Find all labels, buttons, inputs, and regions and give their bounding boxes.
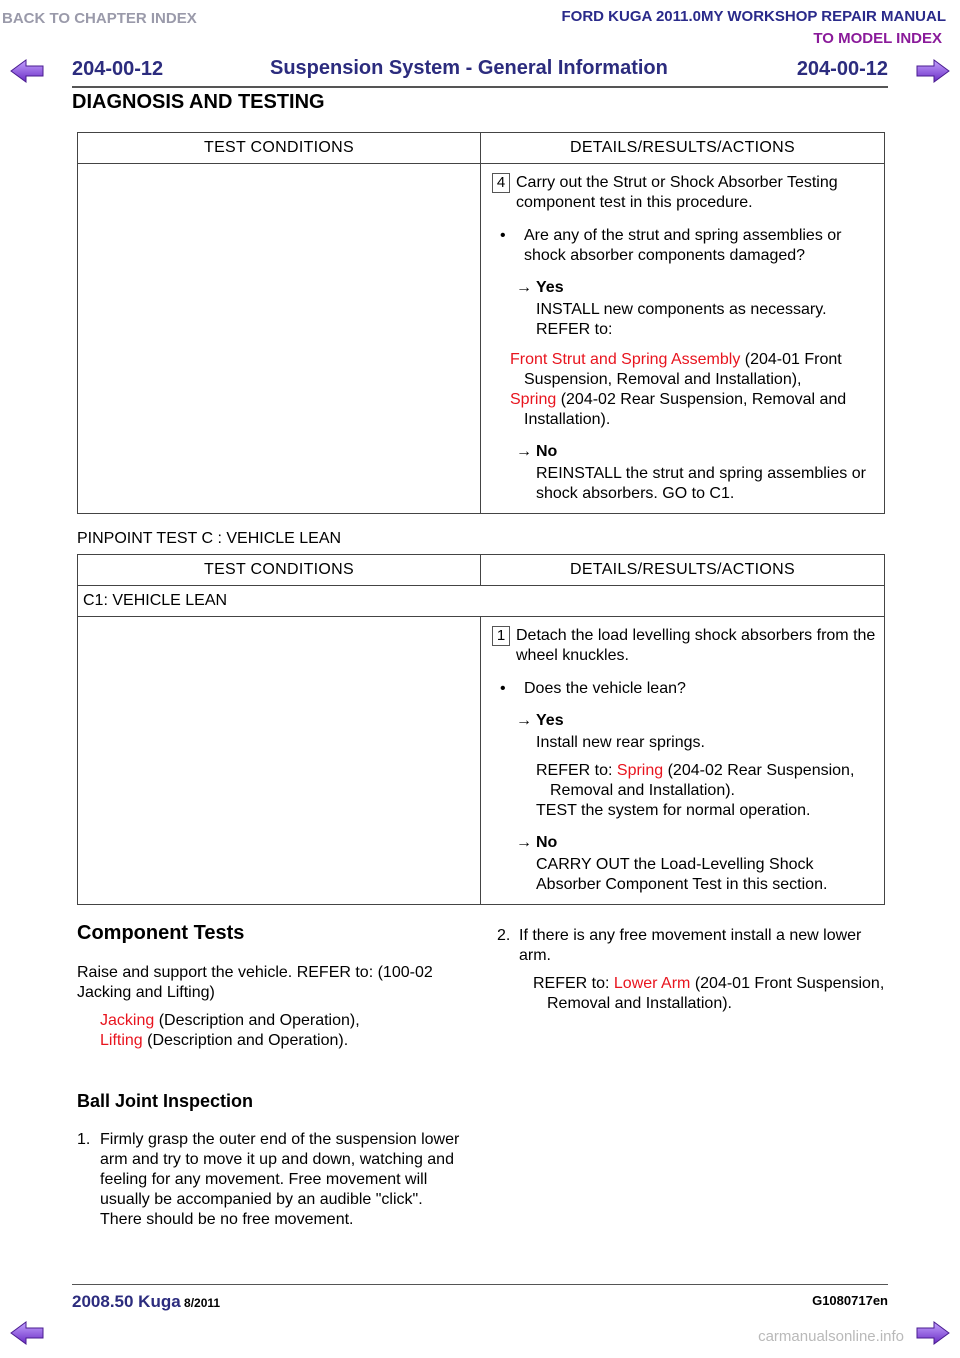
- component-tests-heading: Component Tests: [77, 922, 245, 944]
- refer-to: REFER to:: [536, 321, 613, 338]
- ball-joint-inspection-heading: Ball Joint Inspection: [77, 1091, 254, 1111]
- no-text: REINSTALL the strut and spring assemblies or shock absorbers. GO to C1.: [536, 465, 866, 502]
- yes-text: INSTALL new components as necessary.: [536, 301, 827, 318]
- lower-arm-reference: [533, 974, 887, 1014]
- answer-no: [516, 442, 877, 504]
- details-cell: [481, 617, 885, 905]
- arrow-right-icon: →: [516, 443, 532, 460]
- link-lifting[interactable]: Lifting: [100, 1032, 143, 1049]
- refer-prefix: REFER to:: [533, 975, 614, 992]
- component-tests-right-column: [497, 926, 887, 1014]
- watermark: carmanualsonline.info: [758, 1328, 904, 1345]
- previous-page-arrow-icon[interactable]: [10, 58, 44, 84]
- question-bullet: [500, 226, 877, 266]
- answer-yes: [516, 711, 877, 821]
- reference-text: (204-02 Rear Suspension, Removal and Installation).: [550, 762, 855, 799]
- step-text: Carry out the Strut or Shock Absorber Testing component test in this procedure.: [516, 174, 838, 211]
- step-1: [492, 626, 877, 666]
- page-number-left: 204-00-12: [72, 58, 164, 80]
- step-1-item: [77, 1130, 469, 1230]
- link-spring[interactable]: Spring: [616, 762, 664, 779]
- link-jacking[interactable]: Jacking: [100, 1012, 155, 1029]
- link-spring[interactable]: Spring: [510, 391, 557, 408]
- next-page-arrow-icon[interactable]: [916, 58, 950, 84]
- reference-1-text: (204-01 Front Suspension, Removal and Installation),: [524, 351, 842, 388]
- arrow-right-icon: →: [516, 279, 532, 296]
- step-2-number: 2.: [497, 927, 511, 944]
- header-rule: [72, 86, 888, 88]
- to-model-index-link[interactable]: TO MODEL INDEX: [813, 30, 942, 47]
- arrow-right-icon: →: [516, 834, 532, 851]
- next-page-arrow-icon[interactable]: [916, 1320, 950, 1346]
- step-text: Detach the load levelling shock absorbers from the wheel knuckles.: [516, 627, 876, 664]
- yes-text: Install new rear springs.: [536, 734, 705, 751]
- lifting-reference: [100, 1031, 469, 1051]
- back-to-chapter-index-link[interactable]: BACK TO CHAPTER INDEX: [2, 10, 197, 27]
- reference-2: [510, 390, 877, 430]
- yes-label: Yes: [536, 712, 564, 729]
- no-label: No: [536, 443, 558, 460]
- step-2-text: If there is any free movement install a new lower arm.: [519, 927, 862, 964]
- jacking-reference: [100, 1011, 469, 1031]
- question-bullet: [500, 679, 877, 699]
- footer-model-name: 2008.50 Kuga: [72, 1292, 181, 1311]
- reference-1: [510, 350, 877, 390]
- col-header-details: DETAILS/RESULTS/ACTIONS: [481, 555, 885, 586]
- test-table-continued: [77, 132, 885, 514]
- col-header-details: DETAILS/RESULTS/ACTIONS: [481, 133, 885, 164]
- answer-no: [516, 833, 877, 895]
- lifting-reference-text: (Description and Operation).: [142, 1032, 349, 1049]
- step-1-text: Firmly grasp the outer end of the suspension lower arm and try to move it up and down, watching and feeling for any movement. Free movement will usually be accompanied by an audible "click". There should be no free movement.: [100, 1131, 460, 1228]
- no-text: CARRY OUT the Load-Levelling Shock Absorber Component Test in this section.: [536, 856, 828, 893]
- arrow-right-icon: →: [516, 712, 532, 729]
- pinpoint-test-table: [77, 554, 885, 905]
- section-title: DIAGNOSIS AND TESTING: [72, 91, 325, 113]
- step-2-item: [497, 926, 887, 966]
- refer-prefix: REFER to:: [536, 762, 617, 779]
- question-text: Are any of the strut and spring assemblies or shock absorber components damaged?: [524, 227, 842, 264]
- footer-rule: [72, 1284, 888, 1285]
- footer-model: [72, 1292, 220, 1312]
- question-text: Does the vehicle lean?: [524, 680, 686, 697]
- yes-label: Yes: [536, 279, 564, 296]
- step-4: [492, 173, 877, 213]
- page-number-right: 204-00-12: [796, 58, 888, 80]
- reference-2-text: (204-02 Rear Suspension, Removal and Installation).: [524, 391, 847, 428]
- component-tests-intro: Raise and support the vehicle. REFER to: (100-02 Jacking and Lifting): [77, 964, 433, 1001]
- bullet-icon: •: [500, 680, 506, 697]
- manual-title: FORD KUGA 2011.0MY WORKSHOP REPAIR MANUAL: [561, 8, 946, 25]
- footer-date: 8/2011: [180, 1296, 221, 1310]
- jacking-reference-text: (Description and Operation),: [154, 1012, 360, 1029]
- footer-document-code: G1080717en: [812, 1293, 888, 1308]
- step-number: 1: [492, 626, 510, 646]
- chapter-title: Suspension System - General Information: [270, 57, 668, 79]
- col-header-test-conditions: TEST CONDITIONS: [78, 133, 481, 164]
- group-row: C1: VEHICLE LEAN: [78, 586, 885, 617]
- step-1-number: 1.: [77, 1131, 91, 1148]
- test-conditions-cell: [78, 617, 481, 905]
- component-tests-left-column: [77, 922, 469, 1230]
- col-header-test-conditions: TEST CONDITIONS: [78, 555, 481, 586]
- reference: [536, 761, 877, 801]
- previous-page-arrow-icon[interactable]: [10, 1320, 44, 1346]
- test-conditions-cell: [78, 164, 481, 514]
- no-label: No: [536, 834, 558, 851]
- bullet-icon: •: [500, 227, 506, 244]
- answer-yes: [516, 278, 877, 340]
- link-front-strut[interactable]: Front Strut and Spring Assembly: [510, 351, 741, 368]
- lower-arm-reference-text: (204-01 Front Suspension, Removal and Installation).: [547, 975, 885, 1012]
- test-text: TEST the system for normal operation.: [536, 802, 811, 819]
- details-cell: [481, 164, 885, 514]
- step-number: 4: [492, 173, 510, 193]
- pinpoint-test-title: PINPOINT TEST C : VEHICLE LEAN: [77, 530, 342, 547]
- link-lower-arm[interactable]: Lower Arm: [613, 975, 691, 992]
